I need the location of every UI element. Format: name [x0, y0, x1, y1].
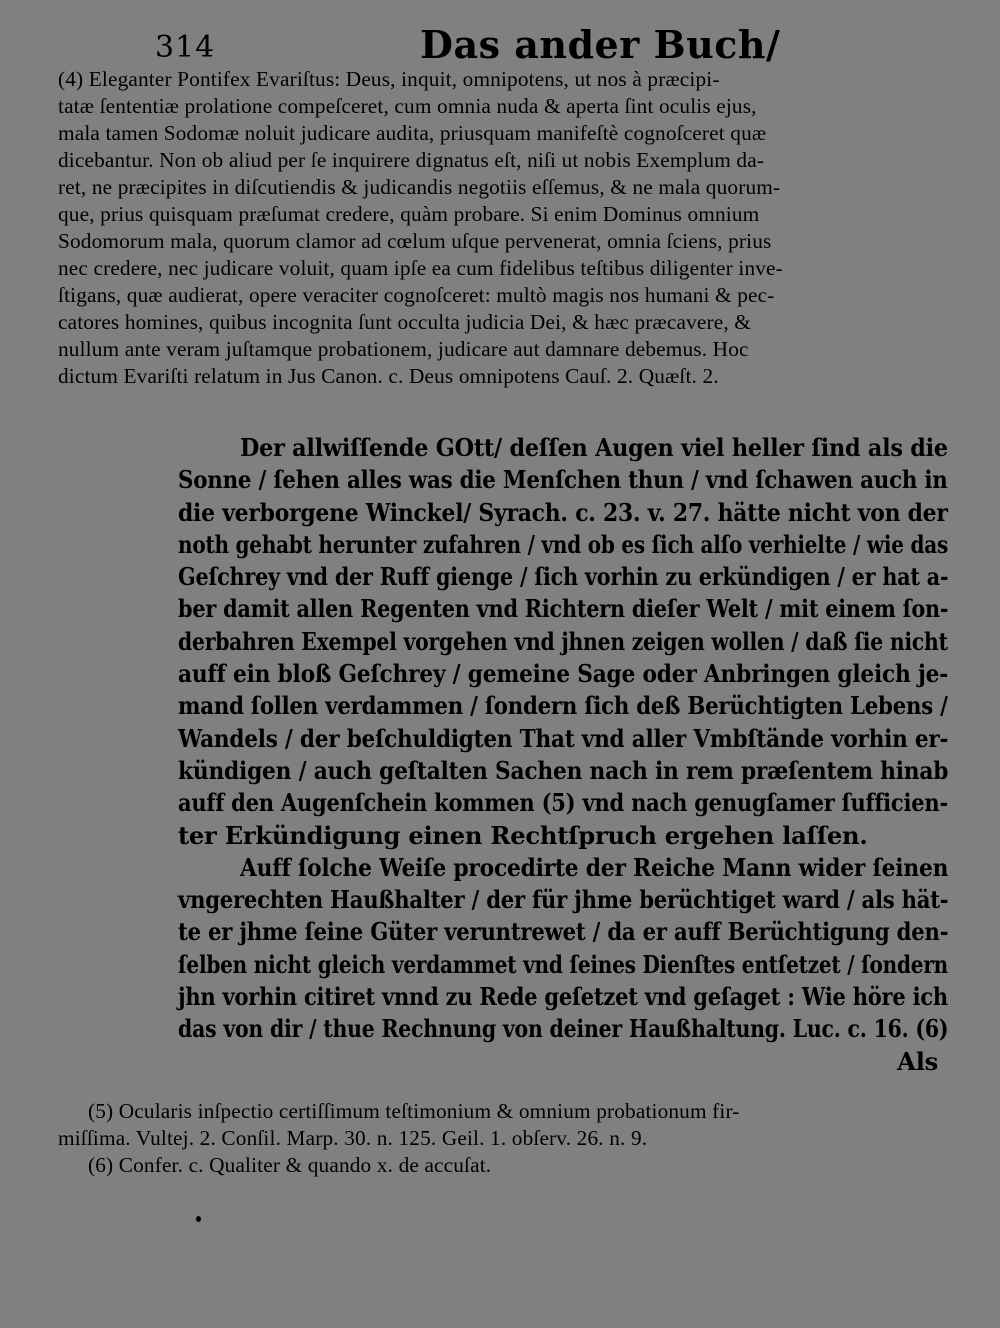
note4-line: (4) Eleganter Pontifex Evariſtus: Deus, inquit, omnipotens, ut nos à præcipi- [58, 67, 720, 91]
main-text-line: derbahren Exempel vorgehen vnd jhnen zeigen wollen / daß ſie nicht [178, 626, 948, 656]
marginal-note-4 [58, 66, 958, 390]
note4-line: dictum Evariſti relatum in Jus Canon. c. Deus omnipotens Cauſ. 2. Quæſt. 2. [58, 364, 719, 388]
note4-line: que, prius quisquam præſumat credere, quàm probare. Si enim Dominus omnium [58, 202, 760, 226]
note4-line: nullum ante veram juſtamque probationem, judicare aut damnare debemus. Hoc [58, 337, 749, 361]
main-text-line: Sonne / ſehen alles was die Menſchen thun / vnd ſchawen auch in [178, 465, 948, 495]
footnotes [58, 1098, 958, 1179]
note4-line: mala tamen Sodomæ noluit judicare audita, priusquam manifeſtè cognoſceret quæ [58, 121, 767, 145]
main-text-line: Auff ſolche Weiſe procedirte der Reiche Mann wider ſeinen [240, 852, 949, 882]
note4-line: dicebantur. Non ob aliud per ſe inquirere dignatus eſt, niſi ut nobis Exemplum da- [58, 148, 765, 172]
note4-line: ſtigans, quæ audierat, opere veraciter cognoſceret: multò magis nos humani & pec- [58, 283, 775, 307]
footnote-line: (5) Ocularis inſpectio certiſſimum teſtimonium & omnium probationum fir- [88, 1099, 740, 1123]
main-text-line: ſelben nicht gleich verdammet vnd ſeines Dienſtes entſetzet / ſondern [178, 949, 949, 979]
main-text-line: vngerechten Haußhalter / der für jhme berüchtiget ward / als hät- [178, 885, 949, 915]
main-text-line: die verborgene Winckel/ Syrach. c. 23. v. 27. hätte nicht von der [178, 497, 948, 527]
note4-line: ret, ne præcipites in diſcutiendis & judicandis negotiis eſſemus, & ne mala quorum- [58, 175, 781, 199]
main-text-line: auff den Augenſchein kommen (5) vnd nach genugſamer ſufficien- [178, 788, 948, 818]
note4-line: tatæ ſententiæ prolatione compeſceret, cum omnia nuda & aperta ſint oculis ejus, [58, 94, 757, 118]
main-text-line: Der allwiſſende GOtt/ deſſen Augen viel heller ſind als die [240, 433, 948, 462]
note4-line: catores homines, quibus incognita ſunt occulta judicia Dei, & hæc præcavere, & [58, 310, 752, 334]
ink-speck [196, 1216, 201, 1222]
note4-line: Sodomorum mala, quorum clamor ad cœlum uſque pervenerat, omnia ſciens, prius [58, 229, 772, 253]
note4-line: nec credere, nec judicare voluit, quam ipſe ea cum fidelibus teſtibus diligenter inve- [58, 256, 783, 280]
main-text-line: noth gehabt herunter zufahren / vnd ob es ſich alſo verhielte / wie das [178, 529, 949, 559]
page-header [0, 18, 1000, 68]
running-title: Das ander Buch/ [420, 22, 781, 67]
main-text-line: ter Erkündigung einen Rechtſpruch ergehen laſſen. [178, 820, 868, 850]
main-text-line: te er jhme ſeine Güter veruntrewet / da er auff Berüchtigung den- [178, 917, 949, 947]
footnote-line: (6) Confer. c. Qualiter & quando x. de accuſat. [88, 1153, 492, 1177]
main-text-line: Geſchrey vnd der Ruff gienge / ſich vorhin zu erkündigen / er hat a- [178, 562, 949, 592]
page-number: 314 [155, 30, 216, 65]
main-text-line: mand ſollen verdammen / ſondern ſich deß Berüchtigten Lebens / [178, 691, 948, 721]
main-text-line: kündigen / auch geſtalten Sachen nach in rem præſentem hinab [178, 755, 949, 785]
main-text-line: jhn vorhin citiret vnnd zu Rede geſetzet vnd geſaget : Wie höre ich [178, 982, 948, 1012]
main-text-block [178, 432, 948, 1078]
main-text-line: ber damit allen Regenten vnd Richtern dieſer Welt / mit einem ſon- [178, 594, 949, 624]
main-text-line: auff ein bloß Geſchrey / gemeine Sage oder Anbringen gleich je- [178, 659, 948, 689]
main-text-line: das von dir / thue Rechnung von deiner Haußhaltung. Luc. c. 16. (6) [178, 1014, 949, 1044]
catchword: Als [897, 1046, 938, 1076]
main-text-line: Wandels / der beſchuldigten That vnd aller Vmbſtände vorhin er- [178, 723, 949, 753]
footnote-line: miſſima. Vultej. 2. Conſil. Marp. 30. n. 125. Geil. 1. obſerv. 26. n. 9. [58, 1126, 648, 1150]
